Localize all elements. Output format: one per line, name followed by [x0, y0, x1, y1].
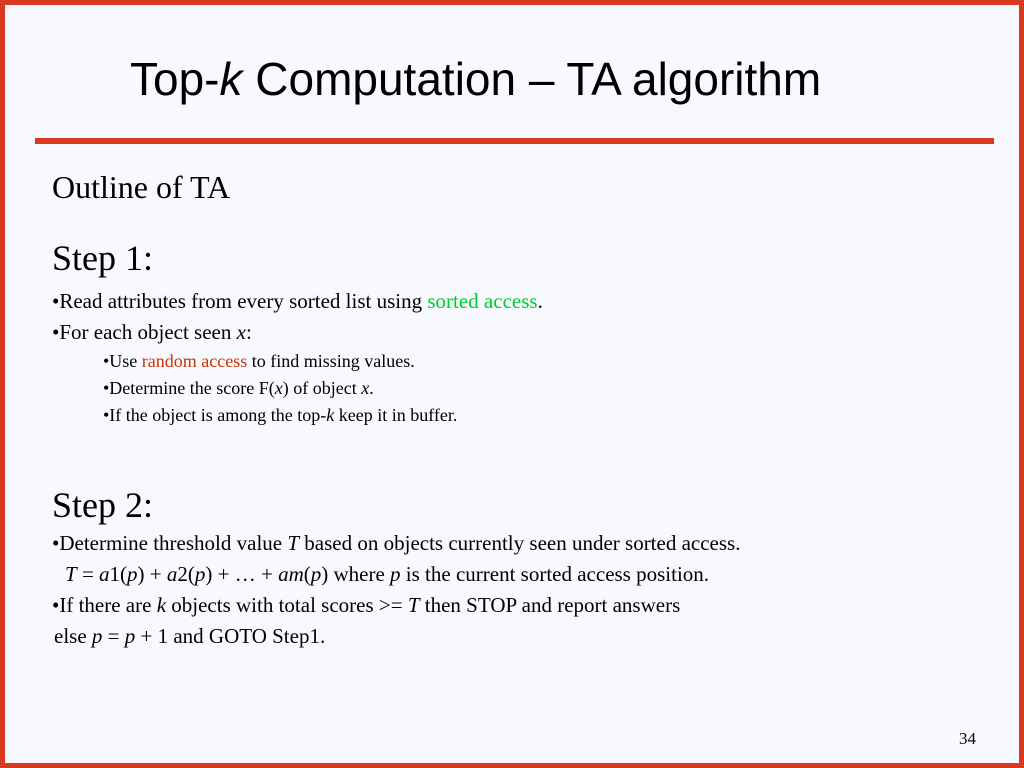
slide-title: Top-k Computation – TA algorithm [130, 53, 822, 105]
title-divider [35, 138, 994, 144]
step1-bullet-sorted-access: •Read attributes from every sorted list using sorted access. [52, 289, 543, 313]
step2-else-line: else p = p + 1 and GOTO Step1. [54, 624, 326, 648]
step1-subbullet-random-access: •Use random access to find missing values. [103, 351, 415, 371]
page-number: 34 [959, 729, 976, 748]
step1-bullet-each-object: •For each object seen x: [52, 320, 252, 344]
step2-threshold-formula: T = a1(p) + a2(p) + … + am(p) where p is the current sorted access position. [65, 562, 710, 586]
step1-heading: Step 1: [52, 238, 154, 278]
step2-bullet-stop: •If there are k objects with total scores >= T then STOP and report answers [52, 593, 681, 617]
outline-heading: Outline of TA [52, 169, 231, 205]
step2-heading: Step 2: [52, 485, 154, 525]
step2-bullet-threshold: •Determine threshold value T based on objects currently seen under sorted access. [52, 531, 741, 555]
step1-subbullet-top-k: •If the object is among the top-k keep it in buffer. [103, 405, 458, 425]
step1-subbullet-score: •Determine the score F(x) of object x. [103, 378, 374, 398]
